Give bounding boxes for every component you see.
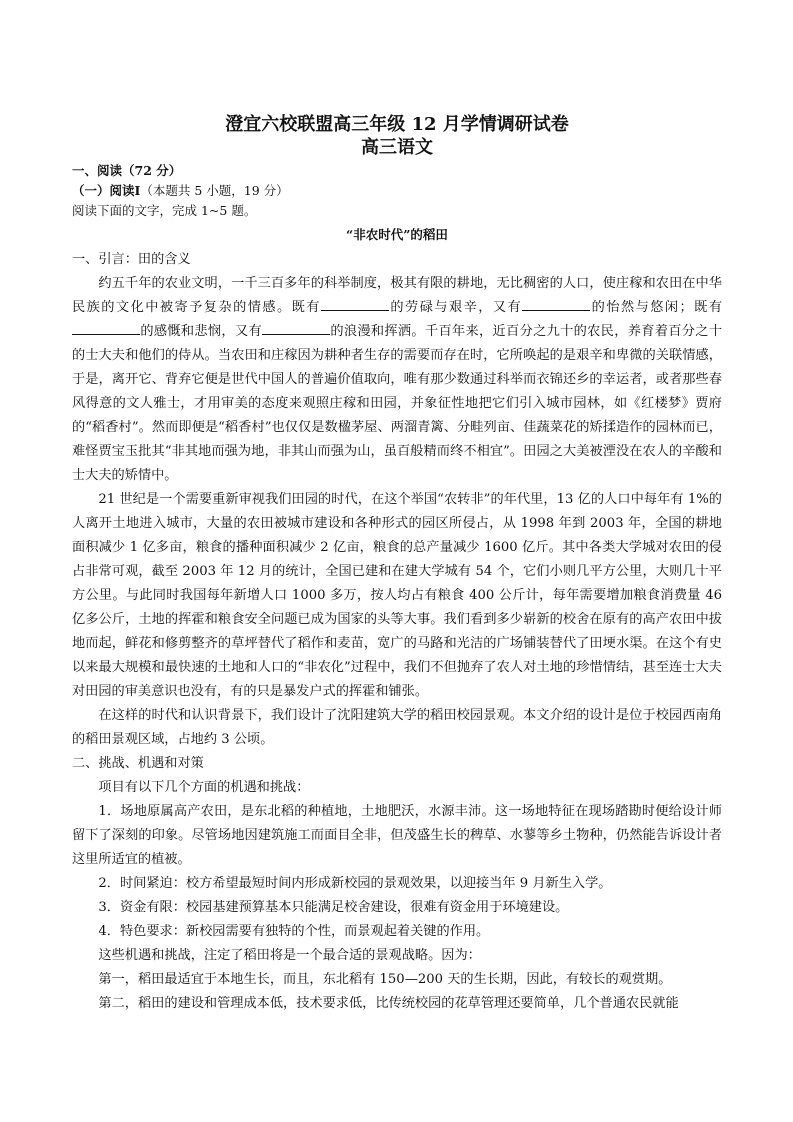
fill-blank-3 xyxy=(72,321,140,335)
paragraph-10: 第一，稻田最适宜于本地生长，而且，东北稻有 150—200 天的生长期，因此，有较长的观赏期。 xyxy=(98,972,672,987)
paragraph-7: 3．资金有限：校园基建预算基本只能满足校舍建设，很难有资金用于环境建设。 xyxy=(98,900,569,915)
article-heading-2: 二、挑战、机遇和对策 xyxy=(72,756,204,771)
paragraph-2: 21 世纪是一个需要重新审视我们田园的时代，在这个举国“农转非”的年代里，13 亿的人口中每年有 1%的人离开土地进入城市，大量的农田被城市建设和各种形式的园区所侵占，从 1998 年到 2003 年，全国的耕地面积减少 1 亿多亩，粮食的播种面积减少 2 亿亩，粮食的总产量减少 1600 亿斤。其中各类大学城对农田的侵占非常可观，截至 2003 年 12 月的统计，全国已建和在建大学城有 54 个，它们小则几平方公里，大则几十平方公里。与此同时我国每年新增人口 1000 多万，按人均占有粮食 400 公斤计，每年需要增加粮食消费量 46 亿多公斤，土地的挥霍和粮食安全问题已成为国家的头等大事。我们看到多少崭新的校舍在原有的高产农田中拔地而起，鲜花和修剪整齐的草坪替代了稻作和麦苗，宽广的马路和光洁的广场铺装替代了田埂水渠。在这个有史以来最大规模和最快速的土地和人口的“非农化”过程中，我们不但抛弃了农人对土地的珍惜情结，甚至连士大夫对田园的审美意识也没有，有的只是暴发户式的挥霍和铺张。 xyxy=(72,492,722,699)
paragraph-1-part-a: 约五千年的农业文明，一千三百多年的科举制度，极其有限的耕地，无比稠密的人口，使庄稼和农田在中华民族的文化中被寄予复杂的情感。既有 xyxy=(72,276,722,315)
article-heading-1: 一、引言：田的含义 xyxy=(72,252,191,267)
paragraph-1-part-b: 的劳碌与艰辛，又有 xyxy=(388,300,523,315)
exam-page xyxy=(72,113,722,1016)
fill-blank-1 xyxy=(321,297,389,311)
instruction-text: 阅读下面的文字，完成 1~5 题。 xyxy=(72,203,257,218)
paragraph-11: 第二，稻田的建设和管理成本低，技术要求低，比传统校园的花草管理还要简单，几个普通农民就能 xyxy=(98,996,679,1011)
paragraph-1 xyxy=(72,272,722,488)
article-title: “非农时代”的稻田 xyxy=(346,227,448,242)
paragraph-1-part-e: 的浪漫和挥洒。千百年来，近百分之九十的农民，养育着百分之十的士大夫和他们的侍从。当农田和庄稼因为耕种者生存的需要而存在时，它所唤起的是艰辛和卑微的关联情感，于是，离开它、背弃它便是世代中国人的普遍价值取向，唯有那少数通过科举而衣锦还乡的幸运者，或者那些春风得意的文人雅士，才用审美的态度来观照庄稼和田园，并象征性地把它们引入城市园林，如《红楼梦》贾府的“稻香村”。然而即便是“稻香村”也仅仅是数楹茅屋、两溜青篱、分畦列亩、佳蔬菜花的矫揉造作的园林而已，难怪贾宝玉批其“非其地而强为地，非其山而强为山，虽百般精而终不相宜”。田园之大美被湮没在农人的辛酸和士大夫的矫情中。 xyxy=(72,324,723,483)
paragraph-8: 4．特色要求：新校园需要有独特的个性，而景观起着关键的作用。 xyxy=(98,924,490,939)
paragraph-5: 1．场地原属高产农田，是东北稻的种植地，土地肥沃，水源丰沛。这一场地特征在现场踏勘时便给设计师留下了深刻的印象。尽管场地因建筑施工而面目全非，但茂盛生长的稗草、水蓼等乡土物种，仍然能告诉设计者这里所适宜的植被。 xyxy=(72,804,722,867)
exam-title: 澄宜六校联盟高三年级 12 月学情调研试卷 xyxy=(225,114,569,135)
paragraph-1-part-c: 的怡然与悠闲；既有 xyxy=(590,300,723,315)
fill-blank-2 xyxy=(522,297,590,311)
subsection-label xyxy=(72,181,722,201)
section-label: 一、阅读（72 分） xyxy=(72,163,182,178)
paragraph-6: 2．时间紧迫：校方希望最短时间内形成新校园的景观效果，以迎接当年 9 月新生入学。 xyxy=(98,876,612,891)
subsection-note: （本题共 5 小题，19 分） xyxy=(140,183,289,198)
paragraph-9: 这些机遇和挑战，注定了稻田将是一个最合适的景观战略。因为： xyxy=(98,948,481,963)
exam-subject: 高三语文 xyxy=(361,137,433,158)
subsection-title: （一）阅读Ⅰ xyxy=(72,183,141,198)
paragraph-1-part-d: 的感慨和悲悯，又有 xyxy=(140,324,262,339)
fill-blank-4 xyxy=(262,321,330,335)
paragraph-4: 项目有以下几个方面的机遇和挑战： xyxy=(98,780,310,795)
paragraph-3: 在这样的时代和认识背景下，我们设计了沈阳建筑大学的稻田校园景观。本文介绍的设计是位于校园西南角的稻田景观区域，占地约 3 公顷。 xyxy=(72,708,722,747)
